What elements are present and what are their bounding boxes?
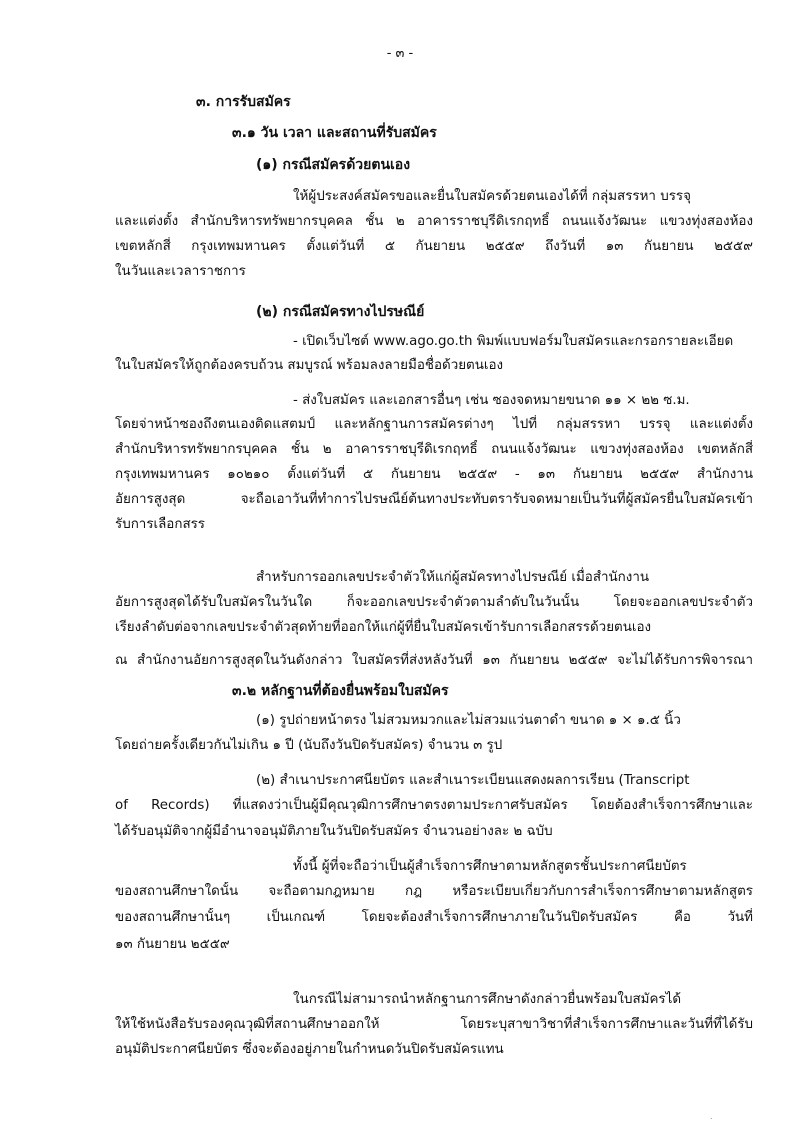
subsection-heading-3-2: ๓.๒ หลักฐานที่ต้องยื่นพร้อมใบสมัคร — [232, 683, 449, 699]
paragraph-line: โดยจ่าหน้าซองถึงตนเองติดแสตมป์ และหลักฐานการสมัครต่างๆ ไปที่ กลุ่มสรรหา บรรจุ และแต่งตั้ง — [115, 417, 753, 432]
paragraph-line: เรียงลำดับต่อจากเลขประจำตัวสุดท้ายที่ออกให้แก่ผู้ที่ยื่นใบสมัครเข้ารับการเลือกสรรด้วยตนเอง — [115, 620, 652, 635]
page-number: - ๓ - — [386, 46, 414, 61]
section-heading: ๓. การรับสมัคร — [196, 94, 291, 110]
case-in-person-title: (๑) กรณีสมัครด้วยตนเอง — [256, 157, 411, 173]
paragraph-line: of Records) ที่แสดงว่าเป็นผู้มีคุณวุฒิการศึกษาตรงตามประกาศรับสมัคร โดยต้องสำเร็จการศึกษาและ — [115, 798, 753, 813]
case-by-mail-title: (๒) กรณีสมัครทางไปรษณีย์ — [256, 304, 425, 320]
paragraph-line: ได้รับอนุมัติจากผู้มีอำนาจอนุมัติภายในวันปิดรับสมัคร จำนวนอย่างละ ๒ ฉบับ — [115, 824, 553, 839]
paragraph-line: - เปิดเว็บไซต์ www.ago.go.th พิมพ์แบบฟอร์มใบสมัครและกรอกรายละเอียด — [293, 334, 734, 349]
paragraph-line: สำหรับการออกเลขประจำตัวให้แก่ผู้สมัครทางไปรษณีย์ เมื่อสำนักงาน — [256, 570, 649, 585]
paragraph-line: อัยการสูงสุดได้รับใบสมัครในวันใด ก็จะออกเลขประจำตัวตามลำดับในวันนั้น โดยจะออกเลขประจำตัว — [115, 595, 753, 610]
paragraph-line: ของสถานศึกษานั้นๆ เป็นเกณฑ์ โดยจะต้องสำเร็จการศึกษาภายในวันปิดรับสมัคร คือ วันที่ — [115, 910, 753, 925]
paragraph-line: ให้ใช้หนังสือรับรองคุณวุฒิที่สถานศึกษาออกให้ โดยระบุสาขาวิชาที่สำเร็จการศึกษาและวันที่ที่ได้รับ — [115, 1017, 753, 1032]
paragraph-line: ของสถานศึกษาใดนั้น จะถือตามกฎหมาย กฎ หรือระเบียบเกี่ยวกับการสำเร็จการศึกษาตามหลักสูตร — [115, 884, 753, 899]
paragraph-line: ให้ผู้ประสงค์สมัครขอและยื่นใบสมัครด้วยตนเองได้ที่ กลุ่มสรรหา บรรจุ — [293, 189, 691, 204]
paragraph-line: อัยการสูงสุด จะถือเอาวันที่ทำการไปรษณีย์ต้นทางประทับตรารับจดหมายเป็นวันที่ผู้สมัครยื่นใบสมัครเข้า — [115, 492, 753, 507]
paragraph-line: ในกรณีไม่สามารถนำหลักฐานการศึกษาดังกล่าวยื่นพร้อมใบสมัครได้ — [293, 992, 682, 1007]
paragraph-line: สำนักบริหารทรัพยากรบุคคล ชั้น ๒ อาคารราชบุรีดิเรกฤทธิ์ ถนนแจ้งวัฒนะ แขวงทุ่งสองห้อง เขตหลักสี่ — [115, 442, 753, 457]
paragraph-line: และแต่งตั้ง สำนักบริหารทรัพยากรบุคคล ชั้น ๒ อาคารราชบุรีดิเรกฤทธิ์ ถนนแจ้งวัฒนะ แขวงทุ่งสองห้อง — [115, 214, 753, 229]
paragraph-line: กรุงเทพมหานคร ๑๐๒๑๐ ตั้งแต่วันที่ ๕ กันยายน ๒๕๕๙ - ๑๓ กันยายน ๒๕๕๙ สำนักงาน — [115, 467, 753, 482]
paragraph-line: (๑) รูปถ่ายหน้าตรง ไม่สวมหมวกและไม่สวมแว่นตาดำ ขนาด ๑ × ๑.๕ นิ้ว — [256, 713, 681, 728]
paragraph-line: ๑๓ กันยายน ๒๕๕๙ — [115, 937, 230, 952]
paragraph-line: อนุมัติประกาศนียบัตร ซึ่งจะต้องอยู่ภายในกำหนดวันปิดรับสมัครแทน — [115, 1042, 504, 1057]
paragraph-line: ณ สำนักงานอัยการสูงสุดในวันดังกล่าว ใบสมัครที่ส่งหลังวันที่ ๑๓ กันยายน ๒๕๕๙ จะไม่ได้รับการพิจารณา — [115, 653, 753, 668]
corner-mark: . — [710, 1112, 713, 1121]
paragraph-line: รับการเลือกสรร — [115, 517, 206, 532]
paragraph-line: (๒) สำเนาประกาศนียบัตร และสำเนาระเบียนแสดงผลการเรียน (Transcript — [256, 773, 690, 788]
paragraph-line: - ส่งใบสมัคร และเอกสารอื่นๆ เช่น ซองจดหมายขนาด ๑๑ × ๒๒ ซ.ม. — [293, 393, 690, 408]
paragraph-line: ทั้งนี้ ผู้ที่จะถือว่าเป็นผู้สำเร็จการศึกษาตามหลักสูตรชั้นประกาศนียบัตร — [293, 859, 687, 874]
paragraph-line: โดยถ่ายครั้งเดียวกันไม่เกิน ๑ ปี (นับถึงวันปิดรับสมัคร) จำนวน ๓ รูป — [115, 738, 503, 753]
paragraph-line: เขตหลักสี่ กรุงเทพมหานคร ตั้งแต่วันที่ ๕ กันยายน ๒๕๕๙ ถึงวันที่ ๑๓ กันยายน ๒๕๕๙ — [115, 239, 753, 254]
paragraph-line: ในวันและเวลาราชการ — [115, 264, 246, 279]
subsection-heading-3-1: ๓.๑ วัน เวลา และสถานที่รับสมัคร — [232, 125, 437, 141]
paragraph-line: ในใบสมัครให้ถูกต้องครบถ้วน สมบูรณ์ พร้อมลงลายมือชื่อด้วยตนเอง — [115, 358, 504, 373]
